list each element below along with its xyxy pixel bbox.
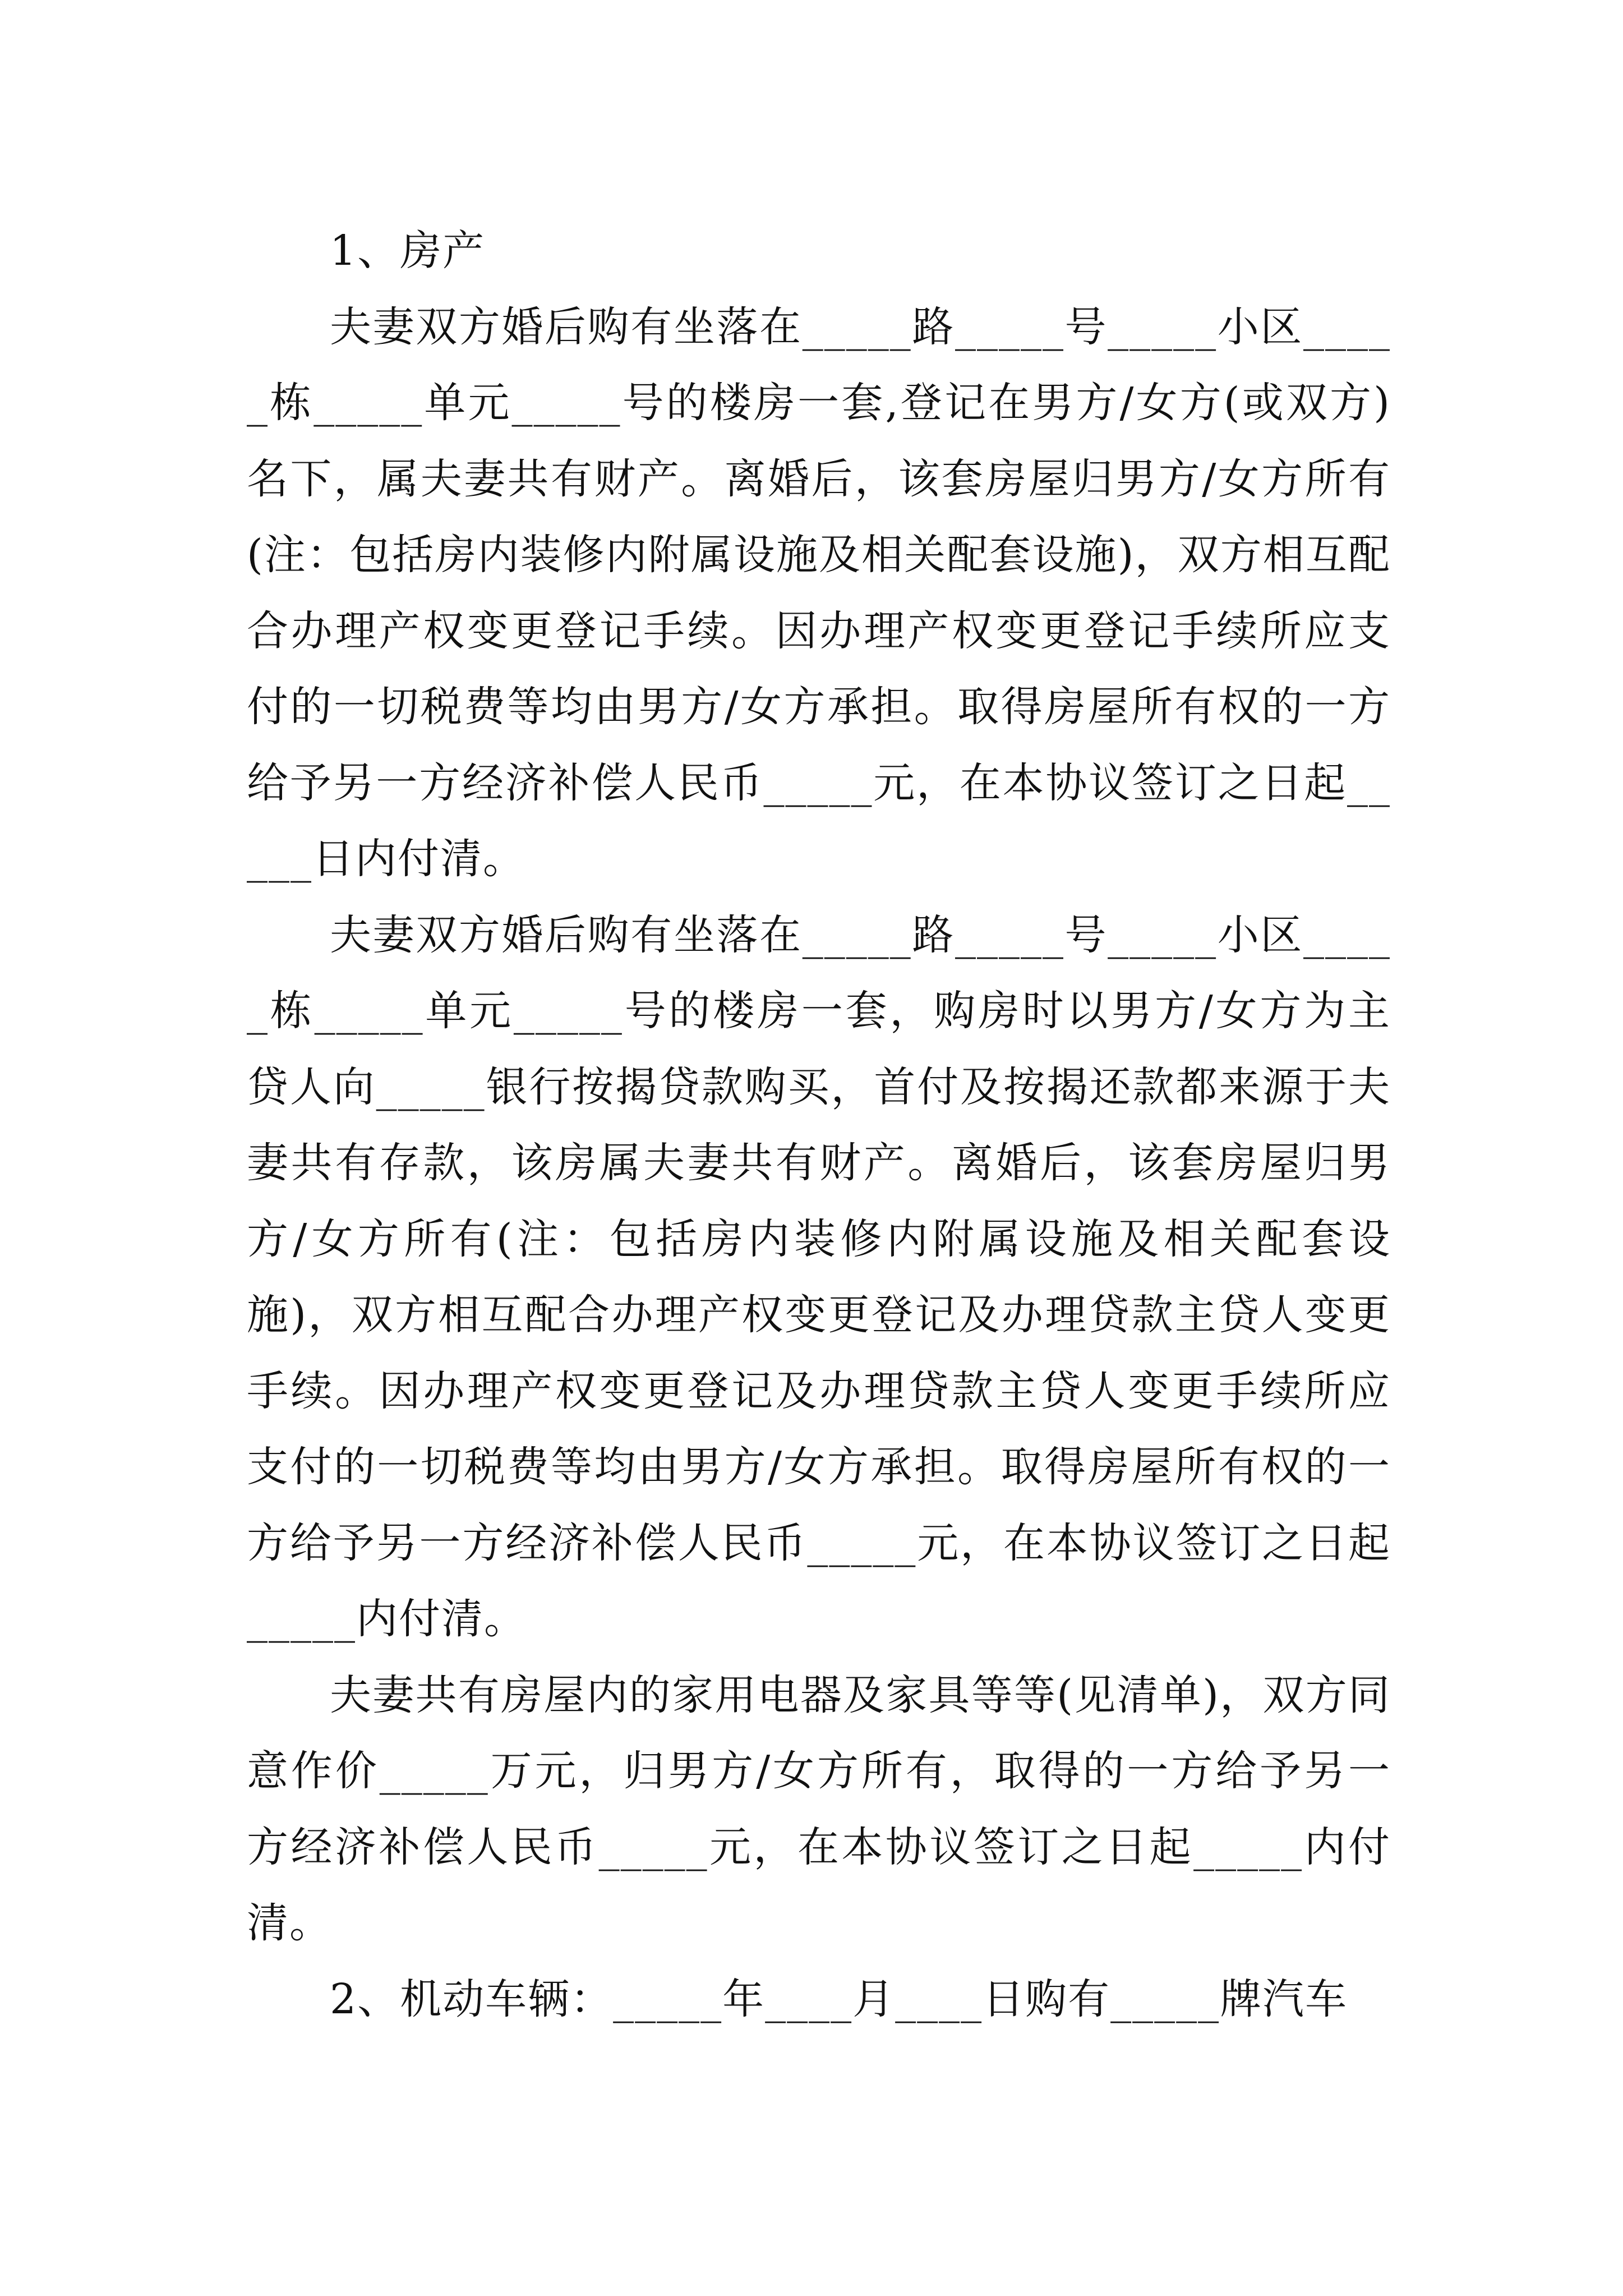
paragraph-motor-vehicle: 2、机动车辆：_____年____月____日购有_____牌汽车 [330,1975,1348,2023]
paragraph-house-registered: 夫妻双方婚后购有坐落在_____路_____号_____小区_____栋_____单元_____号的楼房一套,登记在男方/女方(或双方)名下，属夫妻共有财产。离婚后，该套房屋归男方/女方所有(注：包括房内装修内附属设施及相关配套设施)，双方相互配合办理产权变更登记手续。因办理产权变更登记手续所应支付的一切税费等均由男方/女方承担。取得房屋所有权的一方给予另一方经济补偿人民币_____元，在本协议签订之日起_____日内付清。 [247,302,1391,883]
paragraph-house-mortgage: 夫妻双方婚后购有坐落在_____路_____号_____小区_____栋_____单元_____号的楼房一套，购房时以男方/女方为主贷人向_____银行按揭贷款购买，首付及按揭还款都来源于夫妻共有存款，该房属夫妻共有财产。离婚后，该套房屋归男方/女方所有(注：包括房内装修内附属设施及相关配套设施)，双方相互配合办理产权变更登记及办理贷款主贷人变更手续。因办理产权变更登记及办理贷款主贷人变更手续所应支付的一切税费等均由男方/女方承担。取得房屋所有权的一方给予另一方经济补偿人民币_____元，在本协议签订之日起_____内付清。 [247,910,1391,1643]
section-heading-property: 1、房产 [330,227,486,275]
paragraph-household-items: 夫妻共有房屋内的家用电器及家具等等(见清单)，双方同意作价_____万元，归男方/女方所有，取得的一方给予另一方经济补偿人民币_____元，在本协议签订之日起_____内付清。 [247,1671,1391,1947]
document-body [247,213,1391,2037]
